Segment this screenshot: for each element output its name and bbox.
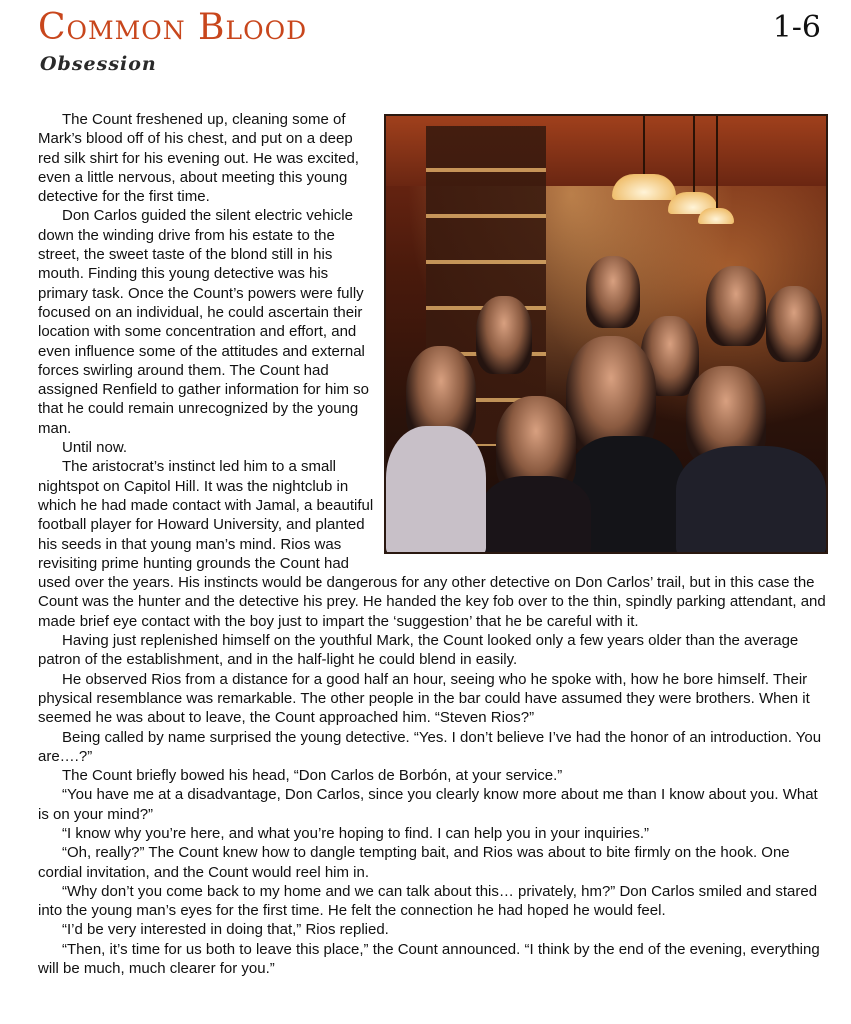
nightclub-illustration-icon xyxy=(384,114,828,554)
patron-figure xyxy=(706,266,766,346)
patron-suit xyxy=(676,446,826,554)
story-body xyxy=(38,110,828,978)
paragraph: “I’d be very interested in doing that,” Rios replied. xyxy=(62,921,389,939)
paragraph: “Then, it’s time for us both to leave this place,” the Count announced. “I think by the end of the evening, everything will be much, much clearer for you.” xyxy=(38,940,820,978)
paragraph: “Why don’t you come back to my home and we can talk about this… privately, hm?” Don Carlos smiled and stared into the young man’s eyes for the first time. He felt the connection he had hoped he would feel. xyxy=(38,882,818,920)
lamp-cord xyxy=(693,116,695,194)
paragraph: Until now. xyxy=(62,439,128,457)
paragraph: The Count freshened up, cleaning some of Mark’s blood off of his chest, and put on a deep red silk shirt for his evening out. He was excited, even a little nervous, about meeting this young detective for the first time. xyxy=(38,111,359,206)
paragraph: “I know why you’re here, and what you’re hoping to find. I can help you in your inquiries.” xyxy=(62,824,649,842)
paragraph: He observed Rios from a distance for a good half an hour, seeing who he spoke with, how he bore himself. Their physical resemblance was remarkable. The other people in the bar could have assumed they were brothers. When it seemed he was about to leave, the Count approached him. “Steven Rios?” xyxy=(38,670,810,727)
chapter-subtitle: Obsession xyxy=(40,53,157,75)
paragraph: The Count briefly bowed his head, “Don Carlos de Borbón, at your service.” xyxy=(62,767,563,785)
paragraph: “Oh, really?” The Count knew how to dangle tempting bait, and Rios was about to bite firmly on the hook. One cordial invitation, and the Count would reel him in. xyxy=(38,844,790,881)
lamp-cord xyxy=(643,116,645,176)
patron-figure xyxy=(586,256,640,328)
chapter-title: Common Blood xyxy=(38,7,308,48)
patron-figure xyxy=(476,296,532,374)
paragraph: The aristocrat’s instinct led him to a small nightspot on Capitol Hill. It was the nightclub in which he had made contact with Jamal, a beautiful football player for Howard University, and planted his seeds in that young man’s mind. Rios was revisiting prime hunting grounds the Count had used over the years. His instincts would be dangerous for any other detective on Don Carlos’ trail, but in this case the Count was the hunter and the detective his prey. He handed the key fob over to the thin, spindly parking attendant, and made brief eye contact with the boy just to impart the ‘suggestion’ that he be careful with it. xyxy=(38,458,826,630)
lamp-cord xyxy=(716,116,718,210)
paragraph: “You have me at a disadvantage, Don Carlos, since you clearly know more about me than I know about you. What is on your mind?” xyxy=(38,786,818,823)
paragraph: Don Carlos guided the silent electric vehicle down the winding drive from his estate to the street, the sweet taste of the blond still in his mouth. Finding this young detective was his primary task. Once the Count’s powers were fully focused on an individual, he could ascertain their location with some concentration and effort, and even influence some of the attitudes and external forces swirling around them. The Count had assigned Renfield to gather information for him so that he could remain unrecognized by the young man. xyxy=(38,207,370,437)
pendant-lamp xyxy=(698,208,734,224)
paragraph: Having just replenished himself on the youthful Mark, the Count looked only a few years older than the average patron of the establishment, and in the half-light he could blend in easily. xyxy=(38,632,799,669)
paragraph: Being called by name surprised the young detective. “Yes. I don’t believe I’ve had the honor of an introduction. You are….?” xyxy=(38,728,822,765)
patron-shirt xyxy=(386,426,486,554)
patron-suit xyxy=(481,476,591,554)
pendant-lamp xyxy=(612,174,676,200)
patron-figure xyxy=(766,286,822,362)
page-number: 1-6 xyxy=(772,10,821,45)
